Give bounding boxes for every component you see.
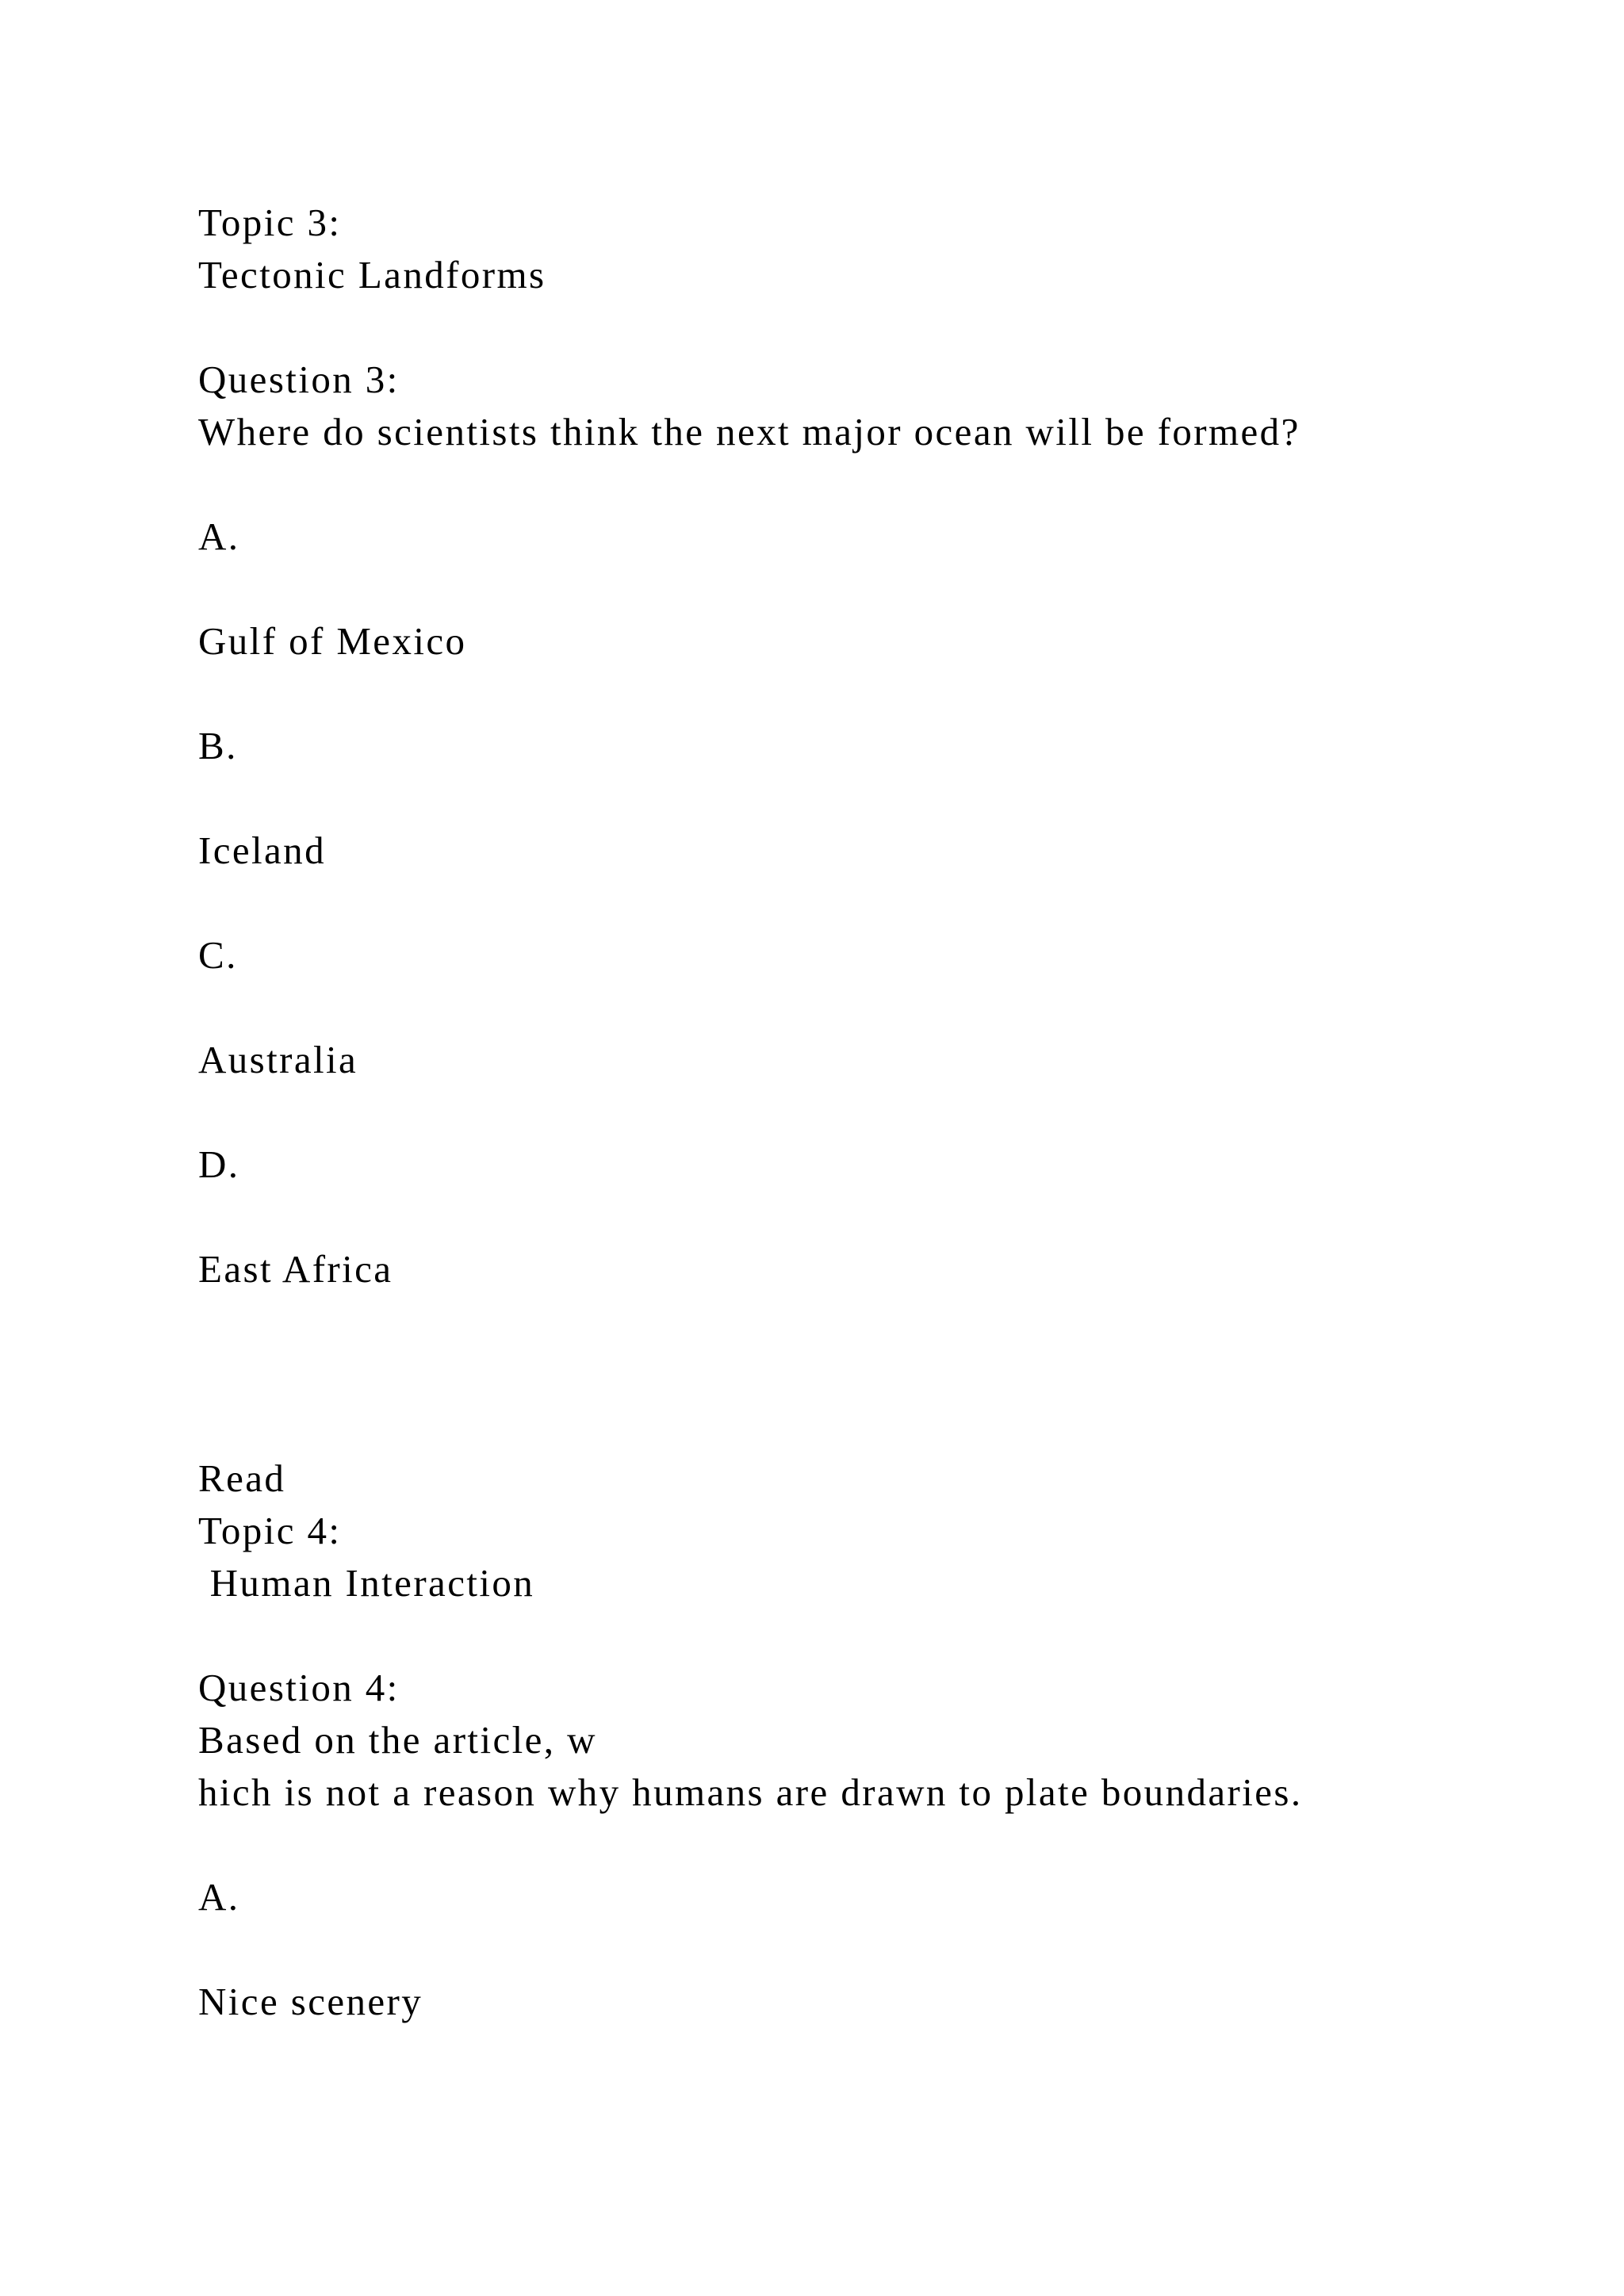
question-3-option-d-letter: D.	[198, 1142, 240, 1186]
question-3-option-c-answer: Australia	[198, 1038, 358, 1081]
question-4-option-a-letter: A.	[198, 1875, 240, 1919]
question-4-heading: Question 4:	[198, 1666, 400, 1709]
topic-3-heading: Topic 3:	[198, 201, 342, 244]
question-3-heading: Question 3:	[198, 358, 400, 401]
question-3-option-b-letter: B.	[198, 724, 238, 767]
question-4-text-line-1: Based on the article, w	[198, 1718, 597, 1762]
read-label: Read	[198, 1456, 286, 1500]
topic-3-title: Tectonic Landforms	[198, 253, 546, 297]
topic-4-heading: Topic 4:	[198, 1509, 342, 1552]
question-3-option-a-letter: A.	[198, 515, 240, 558]
question-3-text: Where do scientists think the next major ocean will be formed?	[198, 410, 1300, 453]
question-4-option-a-answer: Nice scenery	[198, 1980, 423, 2023]
question-3-option-a-answer: Gulf of Mexico	[198, 619, 467, 663]
question-3-option-c-letter: C.	[198, 933, 238, 977]
topic-4-title: Human Interaction	[198, 1561, 535, 1605]
question-3-option-b-answer: Iceland	[198, 828, 326, 872]
question-3-option-d-answer: East Africa	[198, 1247, 393, 1291]
question-4-text-line-2: hich is not a reason why humans are drawn to plate boundaries.	[198, 1770, 1303, 1814]
